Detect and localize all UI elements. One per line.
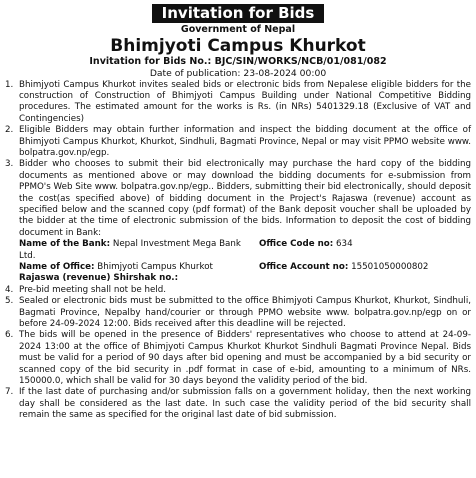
list-item (5, 285, 471, 296)
office-code-cell (259, 239, 471, 262)
rajaswa-row (19, 273, 471, 284)
bank-details (5, 239, 471, 285)
office-name-value: Bhimjyoti Campus Khurkot (97, 262, 213, 272)
notice-banner: Invitation for Bids (152, 4, 325, 23)
rajaswa-label: Rajaswa (revenue) Shirshak no.: (19, 273, 179, 284)
list-item (5, 387, 471, 421)
account-cell (259, 262, 471, 273)
list-item (5, 330, 471, 387)
item-number: 4. (5, 284, 14, 295)
item-number: 3. (5, 159, 14, 170)
list-item (5, 125, 471, 159)
ifb-number: Invitation for Bids No.: BJC/SIN/WORKS/NCB/01/081/082 (89, 56, 387, 67)
government-line: Government of Nepal (180, 24, 296, 35)
account-label: Office Account no: (259, 262, 349, 272)
bank-name-cell (19, 239, 259, 262)
list-item (5, 296, 471, 330)
bank-name-label: Name of the Bank: (19, 239, 111, 250)
notice-items (5, 80, 471, 240)
item-number: 7. (5, 387, 14, 398)
item-text: If the last date of purchasing and/or submission falls on a government holiday, then the next working day shall be considered as the last date. In such case the validity period of the bid security shall remain the same as specified for the original last date of bid submission. (19, 387, 471, 421)
item-text: Bhimjyoti Campus Khurkot invites sealed bids or electronic bids from Nepalese eligible bidders for the construction of Construction of Bhimjyoti Campus Building under National Competitive Bidding procedures. The estimated amount for the works is Rs. (in NRs) 5401329.18 (Exclusive of VAT and Contingencies) (19, 79, 471, 124)
account-value: 15501050000802 (351, 262, 429, 272)
item-text: Eligible Bidders may obtain further information and inspect the bidding document at the office of Bhimjyoti Campus Khurkot, Khurkot, Sindhuli, Bagmati Province, Nepal or may visit PPMO website www. bolpatra.gov.np/egp. (19, 125, 471, 158)
organization-title: Bhimjyoti Campus Khurkot (110, 36, 366, 56)
item-text: The bids will be opened in the presence of Bidders' representatives who choose to attend at 24-09-2024 13:00 at the office of Bhimjyoti Campus Khurkot Khurkot Sindhuli Bagmati Province Nepal. Bids must be valid for a period of 90 days after bid opening and must be accompanied by a bid security or scanned copy of the bid security in .pdf format in case of e-bid, amounting to a minimum of NRs. 150000.0, which shall be valid for 30 days beyond the validity period of the bid. (19, 330, 471, 387)
office-code-value: 634 (336, 239, 353, 250)
item-text: Bidder who chooses to submit their bid electronically may purchase the hard copy of the bidding documents as mentioned above or may download the bidding documents for e-submission from PPMO's Web Site www. bolpatra.gov.np/egp.. Bidders, submitting their bid electronically, should deposit the cost(as specified above) of bidding document in the Project's Rajaswa (revenue) account as specified below and the scanned copy (pdf format) of the Bank deposit voucher shall be uploaded by the bidder at the time of electronic submission of the bids. Information to deposit the cost of bidding document in Bank: (19, 159, 471, 238)
office-code-label: Office Code no: (259, 239, 334, 250)
item-number: 1. (5, 79, 14, 90)
list-item (5, 159, 471, 239)
office-row (19, 262, 471, 273)
banner-wrap (5, 3, 471, 24)
notice-items-continued (5, 285, 471, 422)
item-number: 5. (5, 296, 14, 307)
publication-date: Date of publication: 23-08-2024 00:00 (149, 68, 327, 79)
list-item (5, 80, 471, 126)
item-number: 2. (5, 125, 14, 136)
bank-name-value: Nepal Investment Mega Bank Ltd. (19, 239, 241, 261)
office-name-label: Name of Office: (19, 262, 95, 272)
bank-row (19, 239, 471, 262)
item-number: 6. (5, 330, 14, 341)
item-text: Pre-bid meeting shall not be held. (19, 284, 166, 295)
office-name-cell (19, 262, 259, 273)
item-text: Sealed or electronic bids must be submitted to the office Bhimjyoti Campus Khurkot, Khurkot, Sindhuli, Bagmati Province, Nepalby hand/courier or through PPMO website www. bolpatra.gov.np/egp on or before 24-09-2024 12:00. Bids received after this deadline will be rejected. (19, 296, 471, 330)
